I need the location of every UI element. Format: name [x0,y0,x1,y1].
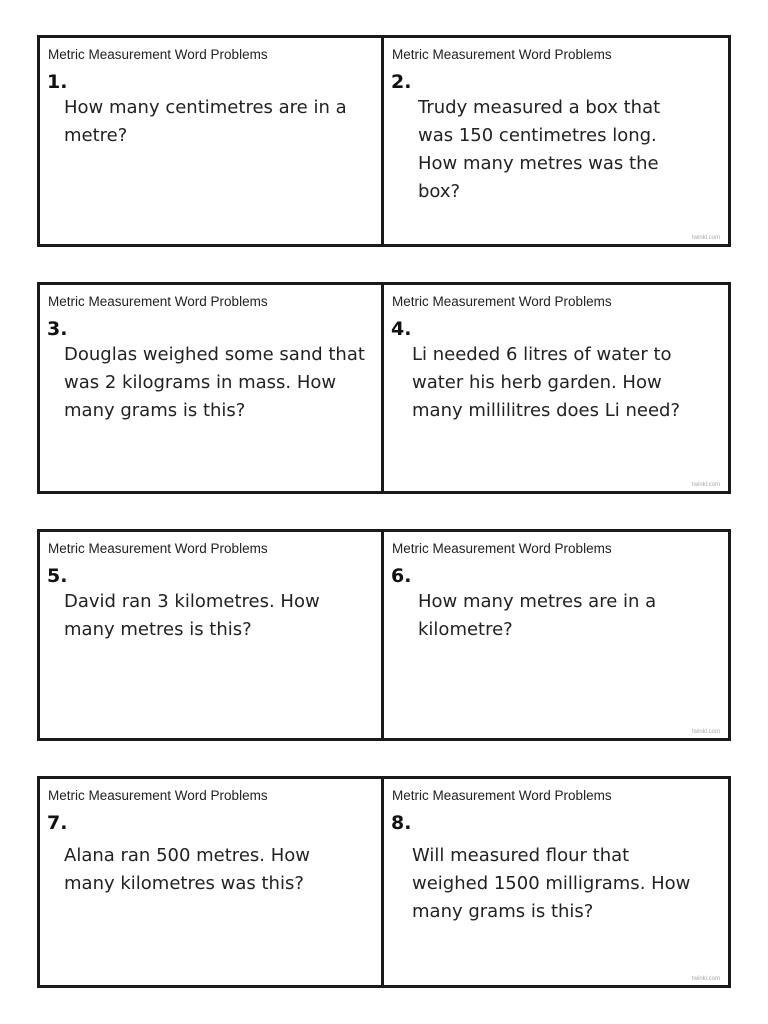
card-header: Metric Measurement Word Problems [48,788,268,803]
question-card-8 [384,779,728,985]
question-card-7 [40,779,384,985]
question-card-2 [384,38,728,244]
question-card-3 [40,285,384,491]
card-number: 2. [391,71,412,93]
card-question: Will measured flour that weighed 1500 milligrams. How many grams is this? [412,845,691,922]
card-number: 4. [391,318,412,340]
card-number: 1. [47,71,68,93]
card-row-2 [37,282,731,494]
card-header: Metric Measurement Word Problems [48,47,268,62]
card-number: 6. [391,565,412,587]
question-card-5 [40,532,384,738]
card-header: Metric Measurement Word Problems [48,541,268,556]
card-row-3 [37,529,731,741]
card-row-4 [37,776,731,988]
twinkl-footer: twinkl.com [691,729,720,735]
card-question: How many centimetres are in a metre? [64,97,347,146]
twinkl-footer: twinkl.com [691,482,720,488]
question-card-4 [384,285,728,491]
card-header: Metric Measurement Word Problems [392,294,612,309]
card-number: 5. [47,565,68,587]
card-row-1 [37,35,731,247]
card-header: Metric Measurement Word Problems [48,294,268,309]
card-header: Metric Measurement Word Problems [392,541,612,556]
twinkl-footer: twinkl.com [691,976,720,982]
twinkl-footer: twinkl.com [691,235,720,241]
card-question: How many metres are in a kilometre? [418,591,657,640]
card-number: 3. [47,318,68,340]
card-header: Metric Measurement Word Problems [392,47,612,62]
card-number: 8. [391,812,412,834]
card-question: Alana ran 500 metres. How many kilometres was this? [64,845,310,894]
card-header: Metric Measurement Word Problems [392,788,612,803]
card-number: 7. [47,812,68,834]
card-question: David ran 3 kilometres. How many metres is this? [64,591,320,640]
card-question: Douglas weighed some sand that was 2 kilograms in mass. How many grams is this? [64,344,365,421]
question-card-1 [40,38,384,244]
card-question: Trudy measured a box that was 150 centimetres long. How many metres was the box? [418,97,661,202]
card-question: Li needed 6 litres of water to water his herb garden. How many millilitres does Li need? [412,344,681,421]
question-card-6 [384,532,728,738]
